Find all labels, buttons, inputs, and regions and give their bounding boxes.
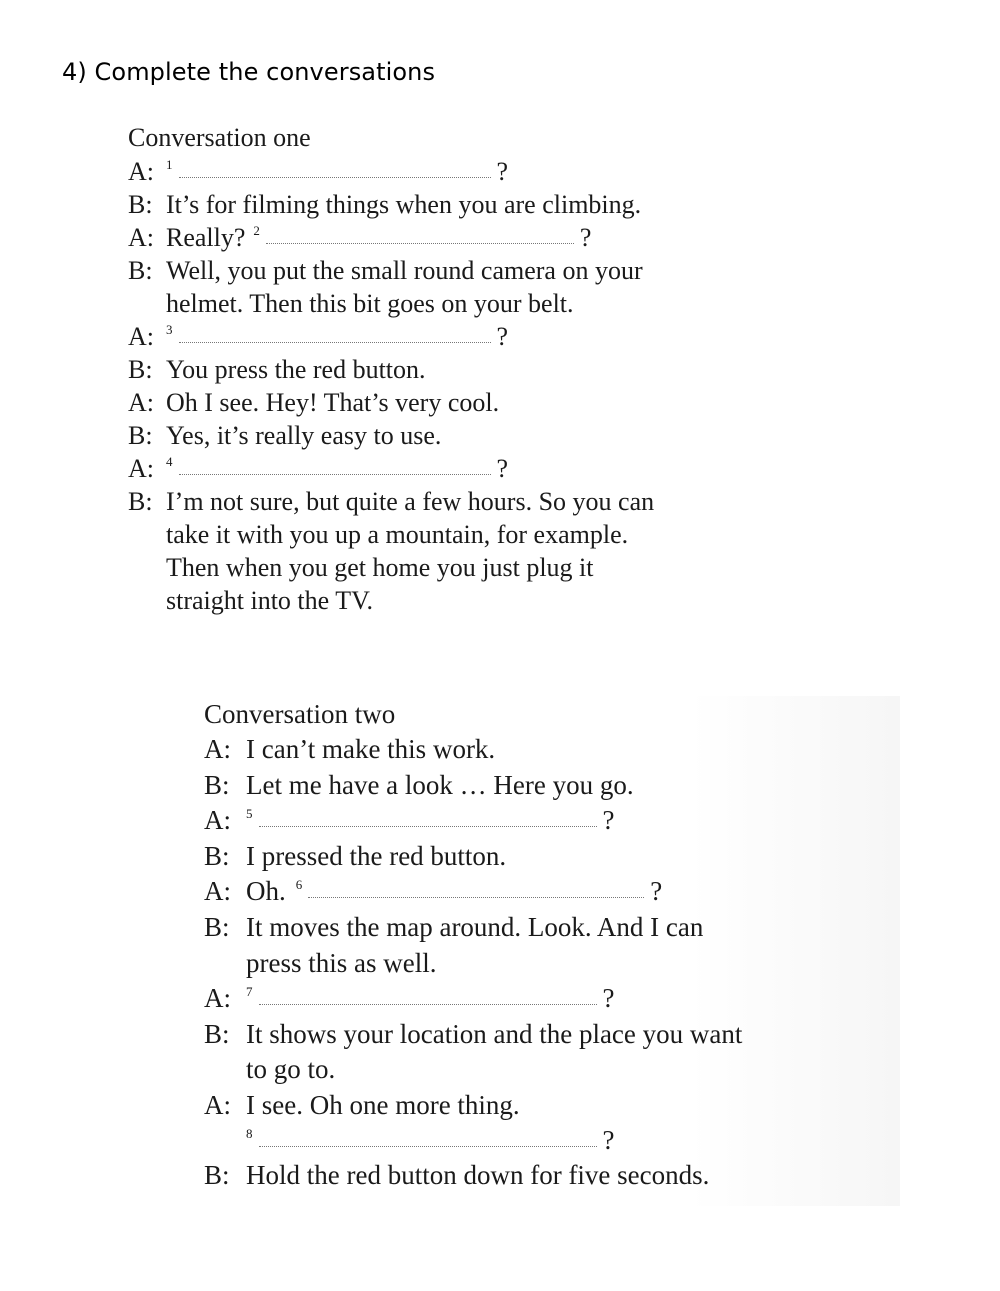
answer-blank-7[interactable] [259, 1003, 597, 1005]
dialogue-continuation: to go to. [246, 1054, 336, 1084]
line-a-blank-5 [204, 805, 614, 836]
line-a-blank-6 [204, 876, 662, 907]
dialogue-text: Really? [166, 223, 246, 252]
dialogue-text: You press the red button. [166, 355, 426, 384]
answer-blank-4[interactable] [179, 473, 491, 475]
exercise-heading: 4) Complete the conversations [62, 58, 436, 86]
line-a-blank-8 [246, 1125, 614, 1156]
line-b-2 [204, 841, 506, 872]
question-mark: ? [602, 1125, 615, 1155]
gap-number: 5 [246, 806, 253, 821]
speaker-label: B: [204, 912, 230, 942]
gap-number: 3 [166, 322, 173, 337]
answer-blank-6[interactable] [308, 896, 644, 898]
question-mark: ? [496, 322, 509, 351]
speaker-label: B: [204, 1160, 230, 1190]
line-b-1 [128, 190, 641, 220]
speaker-label: A: [128, 454, 154, 483]
dialogue-continuation: Then when you get home you just plug it [166, 553, 594, 582]
line-a-4 [128, 388, 499, 418]
dialogue-text: I’m not sure, but quite a few hours. So you can [166, 487, 655, 516]
question-mark: ? [602, 805, 615, 835]
speaker-label: B: [204, 1019, 230, 1049]
line-a-blank-1 [128, 157, 508, 187]
gap-number: 6 [295, 877, 303, 892]
speaker-label: B: [128, 421, 153, 450]
dialogue-text: It shows your location and the place you want [246, 1019, 743, 1049]
question-mark: ? [579, 223, 592, 252]
dialogue-text: I pressed the red button. [246, 841, 507, 871]
line-a-blank-4 [128, 454, 508, 484]
line-b-5 [128, 487, 654, 517]
speaker-label: B: [128, 256, 153, 285]
dialogue-text: I see. Oh one more thing. [246, 1090, 520, 1120]
line-a-blank-7 [204, 983, 614, 1014]
speaker-label: A: [128, 388, 154, 417]
question-mark: ? [496, 157, 509, 186]
question-mark: ? [650, 876, 663, 906]
speaker-label: A: [204, 734, 231, 764]
question-mark: ? [602, 983, 615, 1013]
dialogue-continuation: press this as well. [246, 948, 437, 978]
dialogue-text: Let me have a look … Here you go. [246, 770, 634, 800]
dialogue-continuation: take it with you up a mountain, for example. [166, 520, 629, 549]
gap-number: 8 [246, 1126, 253, 1141]
speaker-label: B: [204, 770, 230, 800]
dialogue-text: Hold the red button down for five seconds. [246, 1160, 710, 1190]
line-b-4 [128, 421, 441, 451]
line-b-2 [128, 256, 643, 286]
dialogue-continuation: helmet. Then this bit goes on your belt. [166, 289, 574, 318]
answer-blank-2[interactable] [266, 242, 574, 244]
gap-number: 1 [166, 157, 173, 172]
answer-blank-8[interactable] [259, 1145, 597, 1147]
line-b-4 [204, 1019, 742, 1050]
answer-blank-3[interactable] [179, 341, 491, 343]
line-b-1 [204, 770, 634, 801]
line-a-1 [204, 734, 495, 765]
dialogue-text: I can’t make this work. [246, 734, 496, 764]
line-b-3 [128, 355, 426, 385]
speaker-label: B: [128, 487, 153, 516]
line-b-3 [204, 912, 703, 943]
speaker-label: A: [204, 983, 231, 1013]
conversation-one [125, 120, 809, 632]
dialogue-text: It’s for filming things when you are climbing. [166, 190, 642, 219]
conversation-two-title: Conversation two [204, 699, 396, 729]
speaker-label: A: [128, 322, 154, 351]
conversation-two [200, 696, 900, 1206]
line-a-blank-2 [128, 223, 591, 253]
line-a-5 [204, 1090, 520, 1121]
answer-blank-5[interactable] [259, 825, 597, 827]
conversation-one-title: Conversation one [128, 123, 311, 152]
speaker-label: A: [204, 1090, 231, 1120]
speaker-label: A: [204, 876, 231, 906]
answer-blank-1[interactable] [179, 176, 491, 178]
dialogue-continuation: straight into the TV. [166, 586, 374, 615]
gap-number: 4 [166, 454, 173, 469]
question-mark: ? [496, 454, 509, 483]
speaker-label: B: [204, 841, 230, 871]
gap-number: 7 [246, 984, 253, 999]
speaker-label: A: [204, 805, 231, 835]
speaker-label: B: [128, 190, 153, 219]
dialogue-text: Yes, it’s really easy to use. [166, 421, 442, 450]
dialogue-text: Oh I see. Hey! That’s very cool. [166, 388, 500, 417]
speaker-label: A: [128, 223, 154, 252]
speaker-label: A: [128, 157, 154, 186]
line-a-blank-3 [128, 322, 508, 352]
dialogue-text: It moves the map around. Look. And I can [246, 912, 704, 942]
speaker-label: B: [128, 355, 153, 384]
dialogue-text: Well, you put the small round camera on your [166, 256, 643, 285]
line-b-5 [204, 1160, 709, 1191]
dialogue-text: Oh. [246, 876, 286, 906]
gap-number: 2 [253, 223, 260, 238]
